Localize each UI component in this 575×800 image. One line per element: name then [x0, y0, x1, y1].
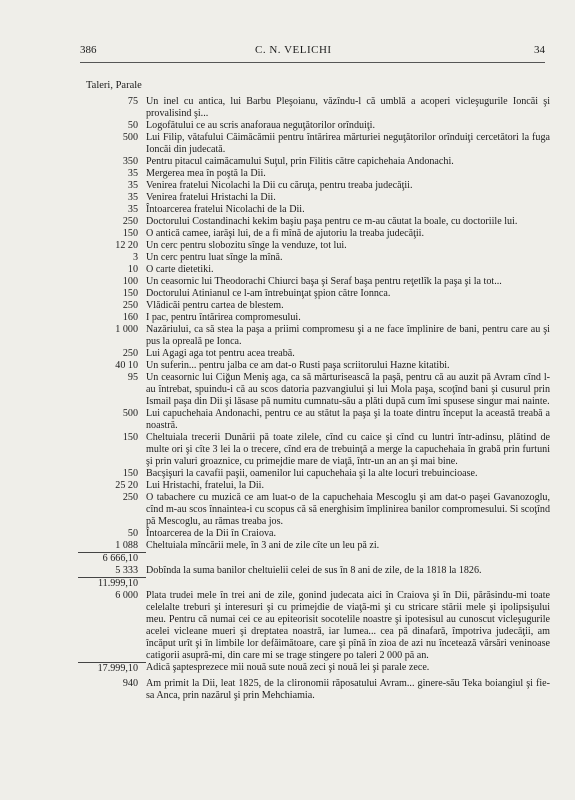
running-title: C. N. VELICHI	[255, 44, 332, 56]
amount-cell: 35	[127, 168, 138, 179]
expense-row	[78, 528, 550, 540]
expense-row	[78, 216, 550, 228]
amount-cell: 50	[127, 528, 138, 539]
expense-row	[78, 408, 550, 432]
amount-cell: 50	[127, 120, 138, 131]
amount-cell: 17.999,10	[78, 662, 146, 675]
amount-cell: 150	[122, 468, 138, 479]
description-cell: Venirea fratelui Nicolachi la Dii cu căruţa, pentru treaba judecăţii.	[146, 180, 413, 191]
description-cell: Întoarcerea de la Dii în Craiova.	[146, 528, 277, 539]
expense-row	[78, 96, 550, 120]
expense-row	[78, 312, 550, 324]
amount-cell: 75	[127, 96, 138, 107]
description-cell: O tabachere cu muzică ce am luat-o de la capuchehaia Mescoglu şi am dat-o paşei Gavanozoglu, cînd m-au scos înnaintea-i cu scopus că să energhisim împlinirea banilor compromesului. Si scoţînd pă Mescoglu, au rămas treaba jos.	[146, 492, 550, 527]
amount-cell: 25 20	[115, 480, 138, 491]
amount-cell: 500	[122, 408, 138, 419]
description-cell: Un inel cu antica, lui Barbu Pleşoianu, văzîndu-l că umblă a acoperi vicleşugurile Ioncăi şi provalisind şi...	[146, 96, 550, 119]
description-cell: I pac, pentru întărirea compromesului.	[146, 312, 301, 323]
description-cell: Dobînda la suma banilor cheltuielii celei de sus în 8 ani de zile, de la 1818 la 1826.	[146, 565, 482, 576]
expense-row	[78, 480, 550, 492]
amount-cell: 40 10	[115, 360, 138, 371]
amount-column-heading: Taleri, Parale	[86, 80, 142, 91]
expense-row	[78, 132, 550, 156]
amount-cell: 6 000	[115, 590, 138, 601]
amount-cell: 250	[122, 300, 138, 311]
description-cell: Lui Filip, vătafului Căimăcămii pentru întărirea mărturiei neguţătorilor orînduiţi cercetători la fuga Ioncăi din judecată.	[146, 132, 550, 155]
expense-row	[78, 565, 550, 577]
expense-row	[78, 678, 550, 702]
expense-row	[78, 590, 550, 662]
total-row	[78, 577, 550, 590]
amount-cell: 250	[122, 492, 138, 503]
description-cell: Doctorului Costandinachi kekim başiu paşa pentru ce m-au căutat la boale, cu doctoriile lui.	[146, 216, 518, 227]
amount-cell: 250	[122, 216, 138, 227]
expense-row	[78, 156, 550, 168]
description-cell: Pentru pitacul caimăcamului Suţul, prin Filitis către capichehaia Andonachi.	[146, 156, 454, 167]
description-cell: Am primit la Dii, leat 1825, de la clironomii răposatului Avram... ginere-său Teka boiangiul şi fie-sa Anca, prin nazărul şi prin Mehchiamia.	[146, 678, 550, 701]
amount-cell: 160	[122, 312, 138, 323]
expense-row	[78, 468, 550, 480]
description-cell: Mergerea mea în poştă la Dii.	[146, 168, 266, 179]
amount-cell: 11.999,10	[78, 577, 146, 590]
expense-row	[78, 372, 550, 408]
description-cell: Lui Agagi aga tot pentru acea treabă.	[146, 348, 295, 359]
expense-row	[78, 252, 550, 264]
expense-row	[78, 240, 550, 252]
description-cell: Cheltuiala trecerii Dunării pă toate zilele, cînd cu caice şi cînd cu luntri într-adinsu, plătind de multe ori şi cîte 3 lei la o trecere, cînd era de trebuinţă a merge la capuchehaia în grabă prin furtuni şi prin valuri groaznice, cu primejdie mare de viaţă, într-un an an şi mai bine.	[146, 432, 550, 467]
expense-row	[78, 264, 550, 276]
description-cell	[146, 577, 550, 590]
amount-cell: 5 333	[115, 565, 138, 576]
amount-cell: 150	[122, 288, 138, 299]
amount-cell: 250	[122, 348, 138, 359]
amount-cell: 95	[127, 372, 138, 383]
description-cell: Plata trudei mele în trei ani de zile, gonind judecata aici în Craiova şi în Dii, părăsindu-mi toate celelalte treburi şi interesuri şi cu primejdie de viaţă-mi şi cu stricare stării mele şi ipolipsişului meu. Pentru că numai cei ce au epiteorisit socotelile noastre şi ipotesisul au cunoscut vicleşugurile acelei vicleane mueri şi dreptatea noastră, iar lumea... cea pă dinafară, împotriva judecăţii, am încăput urît şi în limbile lor defăimătoare, care şi pînă în zioa de azi nu încetează vărsări veninoase catigorii asupră-mi, din care mi se trage stingere po taleri 2 000 pă an.	[146, 590, 550, 661]
description-cell: Logofătului ce au scris anaforaua neguţătorilor orînduiţi.	[146, 120, 375, 131]
total-row	[78, 662, 550, 675]
page-number-left: 386	[80, 44, 97, 56]
expense-row	[78, 288, 550, 300]
expense-row	[78, 204, 550, 216]
description-cell: Cheltuiala mîncării mele, în 3 ani de zile cîte un leu pă zi.	[146, 540, 380, 551]
page-number-right: 34	[534, 44, 545, 56]
expense-row	[78, 348, 550, 360]
description-cell: Bacşişuri la cavafii paşii, oamenilor lui capuchehaia şi la alte locuri trebuincioase.	[146, 468, 478, 479]
description-cell: Un ceasornic lui Theodorachi Chiurci başa şi Seraf başa pentru reţetlîk la paşa şi la tot...	[146, 276, 502, 287]
total-row	[78, 552, 550, 565]
expense-row	[78, 180, 550, 192]
amount-cell: 500	[122, 132, 138, 143]
description-cell: Adică şaptesprezece mii nouă sute nouă zeci şi nouă lei şi parale zece.	[146, 662, 430, 673]
expense-list	[78, 96, 550, 702]
description-cell: Venirea fratelui Hristachi la Dii.	[146, 192, 276, 203]
amount-cell: 3	[132, 252, 138, 263]
expense-row	[78, 324, 550, 348]
expense-row	[78, 492, 550, 528]
description-cell	[146, 552, 550, 565]
description-cell: Un cerc pentru luat sînge la mînă.	[146, 252, 283, 263]
expense-row	[78, 360, 550, 372]
amount-cell: 1 000	[115, 324, 138, 335]
description-cell: Un suferin... pentru jalba ce am dat-o Rusti paşa scriitorului Hazne kitatibi.	[146, 360, 450, 371]
expense-row	[78, 540, 550, 552]
expense-row	[78, 276, 550, 288]
amount-cell: 35	[127, 180, 138, 191]
description-cell: Un cerc pentru slobozitu sînge la venduze, tot lui.	[146, 240, 347, 251]
description-cell: Lui Hristachi, fratelui, la Dii.	[146, 480, 265, 491]
expense-row	[78, 120, 550, 132]
expense-row	[78, 228, 550, 240]
header-rule	[80, 62, 545, 63]
amount-cell: 12 20	[115, 240, 138, 251]
amount-cell: 150	[122, 228, 138, 239]
amount-cell: 35	[127, 192, 138, 203]
description-cell: O antică camee, iarăşi lui, de a fi mînă de ajutoriu la treaba judecăţii.	[146, 228, 425, 239]
description-cell: Nazăriului, ca să stea la paşa a priimi compromesu şi a ne face împlinire de bani, pentru care au şi pus la opreală pe Ionca.	[146, 324, 550, 347]
running-header	[80, 44, 545, 62]
description-cell: Un ceasornic lui Ciğun Meniş aga, ca să mărturisească la paşă, pentru că au auzit pă Avram cînd l-au întrebat, spuindu-i că au scos datoria pazvangiului şi lui Mola paşa, scoţînd bani şi cusurul prin Ismail paşa din Dii şi lăsase pă numitu cumnatu-său a plăti după cum îmi spusese singur mai nainte.	[146, 372, 550, 407]
description-cell: O carte dietetiki.	[146, 264, 214, 275]
description-cell: Lui capuchehaia Andonachi, pentru ce au stătut la paşa şi la toate dintru început la această treabă a noastră.	[146, 408, 550, 431]
description-cell: Întoarcerea fratelui Nicolachi de la Dii.	[146, 204, 305, 215]
description-cell: Vlădicăi pentru cartea de blestem.	[146, 300, 284, 311]
amount-cell: 35	[127, 204, 138, 215]
amount-cell: 150	[122, 432, 138, 443]
description-cell: Doctorului Atinianul ce l-am întrebuinţat şpion către Ionnca.	[146, 288, 391, 299]
amount-cell: 350	[122, 156, 138, 167]
expense-row	[78, 192, 550, 204]
expense-row	[78, 432, 550, 468]
amount-cell: 940	[122, 678, 138, 689]
expense-row	[78, 168, 550, 180]
amount-cell: 6 666,10	[78, 552, 146, 565]
amount-cell: 10	[127, 264, 138, 275]
amount-cell: 1 088	[115, 540, 138, 551]
amount-cell: 100	[122, 276, 138, 287]
expense-row	[78, 300, 550, 312]
